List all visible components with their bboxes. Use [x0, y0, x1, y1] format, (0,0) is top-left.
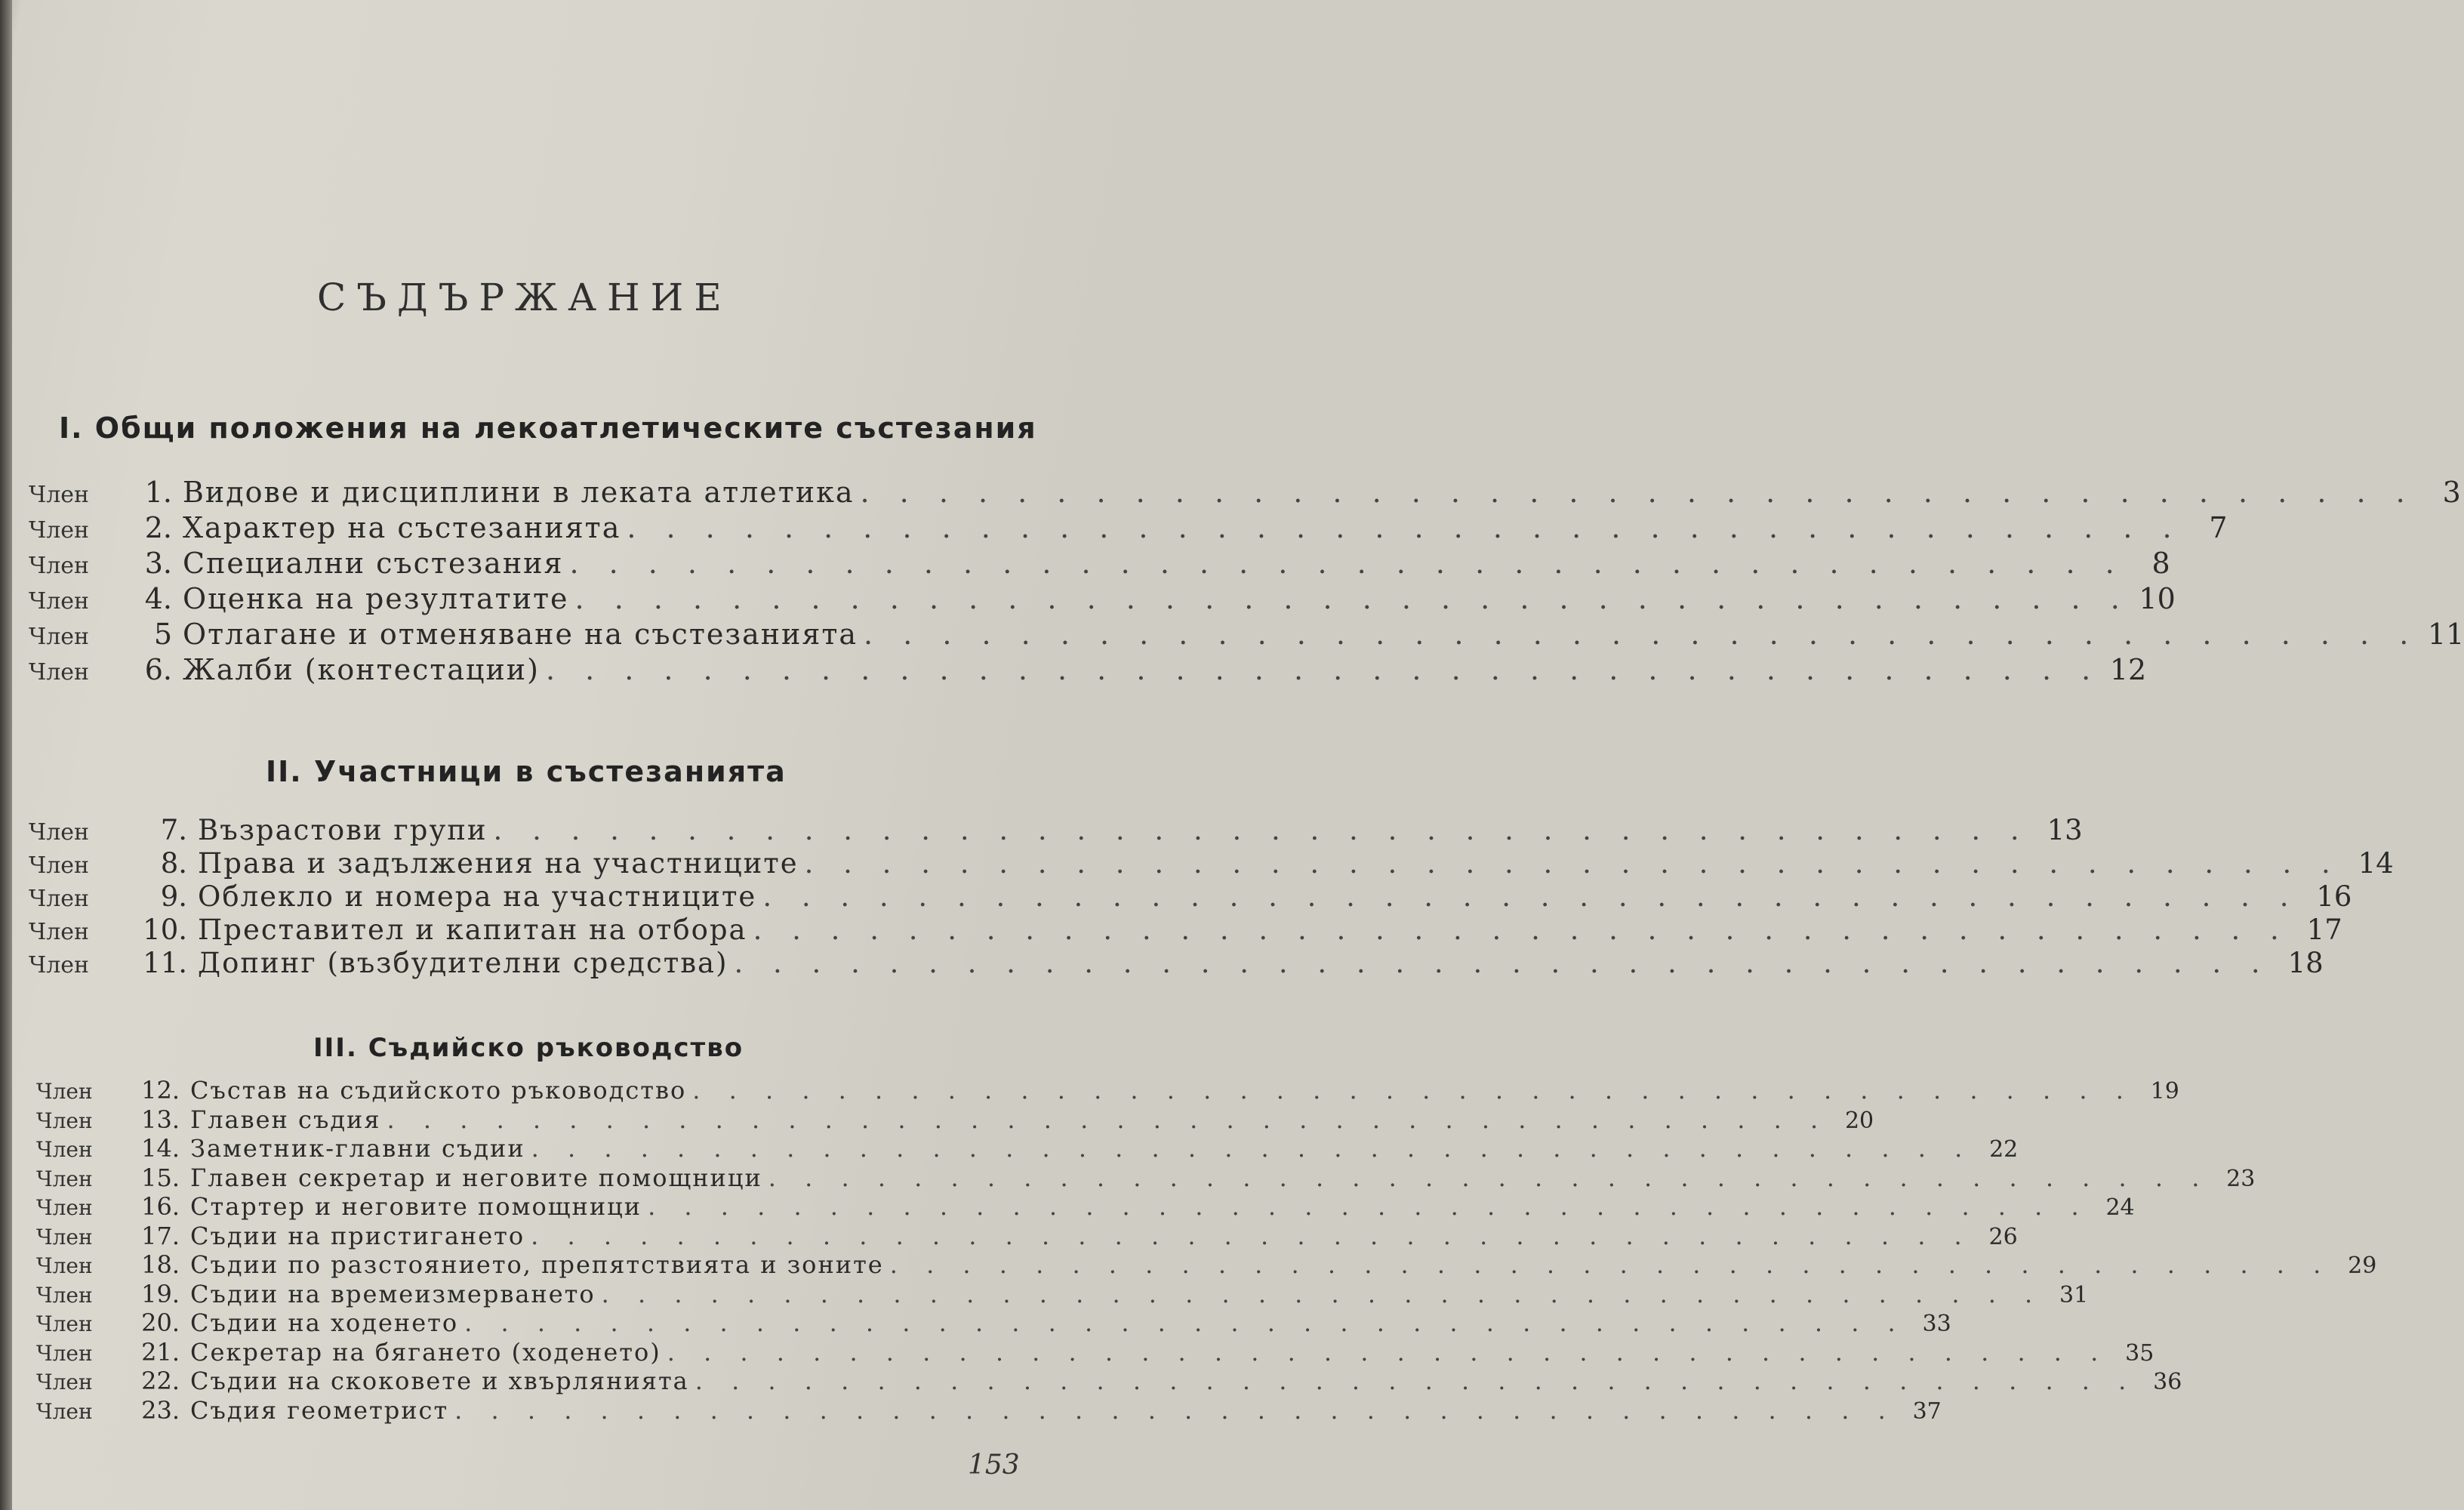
- toc-dot-leader: . . . . . . . . . . . . . . . . . . . . . . . . . . . . . . . . . . . . . . . .: [569, 547, 2125, 580]
- toc-dot-leader: . . . . . . . . . . . . . . . . . . . . . . . . . . . . . . . . . . . . . . . .: [692, 1076, 2134, 1105]
- toc-dot-leader: . . . . . . . . . . . . . . . . . . . . . . . . . . . . . . . . . . . . . . . .: [531, 1134, 1973, 1163]
- toc-dot-leader: . . . . . . . . . . . . . . . . . . . . . . . . . . . . . . . . . . . . . . . .: [648, 1192, 2090, 1221]
- toc-entry-page: 3: [2442, 476, 2461, 509]
- toc-entry-number: 11.: [143, 947, 187, 979]
- toc-entry-number: 4.: [144, 582, 172, 615]
- toc-dot-leader: . . . . . . . . . . . . . . . . . . . . . . . . . . . . . . . . . . . . . . . .: [454, 1395, 1896, 1425]
- toc-entry-page: 22: [1989, 1136, 2019, 1163]
- toc-entry-prefix: Член: [29, 919, 89, 945]
- toc-entry-page: 16: [2316, 880, 2352, 913]
- section-heading-2: II. Участници в състезанията: [266, 755, 787, 788]
- toc-entry-number: 7.: [160, 814, 187, 846]
- toc-entry-page: 12: [2109, 653, 2147, 686]
- toc-entry: [36, 1367, 2182, 1396]
- toc-entry-number: 3.: [144, 547, 172, 580]
- toc-entry-prefix: Член: [29, 952, 89, 978]
- toc-entry-prefix: Член: [36, 1079, 93, 1104]
- toc-entry-prefix: Член: [29, 886, 89, 912]
- toc-entry-prefix: Член: [29, 482, 89, 508]
- toc-entry-number: 17.: [141, 1221, 180, 1250]
- toc-entry-page: 10: [2139, 582, 2176, 615]
- book-spine: [0, 0, 12, 1510]
- toc-entry-number: 14.: [141, 1134, 180, 1163]
- toc-entry-title: Стартер и неговите помощници: [190, 1192, 642, 1221]
- toc-entry-number: 20.: [141, 1308, 180, 1337]
- toc-dot-leader: . . . . . . . . . . . . . . . . . . . . . . . . . . . . . . . . . . . . . . . .: [864, 618, 2419, 651]
- toc-entry: [29, 547, 2170, 582]
- toc-entry-number: 12.: [141, 1076, 180, 1105]
- toc-entry-title: Облекло и номера на участниците: [198, 880, 757, 913]
- toc-entry-number: 19.: [141, 1279, 180, 1308]
- toc-entry-number: 8.: [160, 847, 187, 880]
- toc-dot-leader: . . . . . . . . . . . . . . . . . . . . . . . . . . . . . . . . . . . . . . . .: [574, 582, 2130, 615]
- section-heading-3: III. Съдийско ръководство: [313, 1033, 744, 1063]
- toc-entry-page: 31: [2059, 1281, 2089, 1308]
- toc-entry-prefix: Член: [36, 1108, 93, 1133]
- toc-entry-number: 9.: [160, 880, 187, 913]
- toc-entry: [29, 880, 2352, 914]
- toc-entry-title: Съдии по разстоянието, препятствията и зоните: [190, 1250, 884, 1279]
- toc-entry-number: 23.: [141, 1395, 180, 1425]
- toc-entry-title: Състав на съдийското ръководство: [190, 1076, 687, 1105]
- toc-entry: [29, 476, 2461, 511]
- page-number: 153: [968, 1450, 1020, 1481]
- toc-entry-prefix: Член: [29, 852, 89, 879]
- toc-entry-prefix: Член: [36, 1195, 93, 1220]
- toc-entry-prefix: Член: [29, 659, 89, 686]
- toc-section-1: [29, 476, 2464, 689]
- toc-entry: [29, 653, 2147, 689]
- toc-dot-leader: . . . . . . . . . . . . . . . . . . . . . . . . . . . . . . . . . . . . . . . .: [753, 914, 2290, 946]
- toc-entry-page: 29: [2348, 1253, 2377, 1279]
- toc-entry-title: Допинг (възбудителни средства): [198, 947, 728, 979]
- toc-dot-leader: . . . . . . . . . . . . . . . . . . . . . . . . . . . . . . . . . . . . . . . .: [860, 476, 2416, 509]
- toc-entry-number: 2.: [144, 511, 172, 544]
- toc-entry: [29, 914, 2342, 947]
- toc-entry-title: Оценка на резултатите: [183, 582, 569, 615]
- toc-entry-title: Отлагане и отменяване на състезанията: [183, 618, 858, 651]
- toc-entry-page: 20: [1844, 1107, 1874, 1134]
- toc-entry-prefix: Член: [36, 1311, 93, 1336]
- toc-entry-page: 17: [2306, 914, 2342, 946]
- toc-entry: [29, 582, 2176, 618]
- toc-entry-page: 33: [1922, 1311, 1951, 1337]
- toc-entry-page: 35: [2125, 1339, 2154, 1367]
- section-heading-1: I. Общи положения на лекоатлетическите състезания: [59, 411, 1037, 445]
- toc-entry-prefix: Член: [36, 1282, 93, 1308]
- toc-entry: [36, 1134, 2019, 1163]
- toc-entry-number: 13.: [141, 1105, 180, 1134]
- toc-dot-leader: . . . . . . . . . . . . . . . . . . . . . . . . . . . . . . . . . . . . . . . .: [768, 1163, 2210, 1192]
- toc-entry-number: 6.: [144, 653, 172, 686]
- toc-entry-title: Съдии на времеизмерването: [190, 1279, 596, 1308]
- toc-dot-leader: . . . . . . . . . . . . . . . . . . . . . . . . . . . . . . . . . . . . . . . .: [695, 1367, 2137, 1395]
- toc-entry-page: 8: [2151, 547, 2170, 580]
- toc-entry: [29, 947, 2324, 980]
- toc-entry: [36, 1221, 2018, 1251]
- toc-entry-prefix: Член: [36, 1370, 93, 1394]
- toc-entry-prefix: Член: [36, 1166, 93, 1191]
- toc-dot-leader: . . . . . . . . . . . . . . . . . . . . . . . . . . . . . . . . . . . . . . . .: [531, 1221, 1973, 1250]
- toc-entry: [29, 618, 2464, 653]
- toc-entry-page: 11: [2427, 618, 2464, 651]
- toc-entry-prefix: Член: [36, 1340, 93, 1366]
- toc-entry-title: Съдии на пристигането: [190, 1221, 525, 1250]
- toc-entry-number: 1.: [144, 476, 172, 509]
- toc-dot-leader: . . . . . . . . . . . . . . . . . . . . . . . . . . . . . . . . . . . . . . . .: [627, 511, 2182, 544]
- toc-section-3: [36, 1076, 2377, 1425]
- toc-entry-title: Възрастови групи: [198, 814, 488, 846]
- toc-dot-leader: . . . . . . . . . . . . . . . . . . . . . . . . . . . . . . . . . . . . . . . .: [601, 1279, 2044, 1308]
- toc-entry-title: Специални състезания: [183, 547, 564, 580]
- toc-entry: [36, 1337, 2154, 1367]
- toc-entry-page: 7: [2209, 511, 2228, 544]
- page-title: СЪДЪРЖАНИЕ: [317, 276, 732, 319]
- toc-entry-prefix: Член: [36, 1137, 93, 1162]
- toc-dot-leader: . . . . . . . . . . . . . . . . . . . . . . . . . . . . . . . . . . . . . . . .: [762, 880, 2299, 913]
- toc-entry-page: 24: [2105, 1194, 2135, 1221]
- toc-entry-number: 22.: [141, 1367, 180, 1395]
- toc-entry: [36, 1250, 2377, 1280]
- toc-entry-title: Съдии на скоковете и хвърлянията: [190, 1367, 689, 1395]
- toc-entry-page: 14: [2358, 847, 2394, 880]
- toc-entry-title: Жалби (контестации): [183, 653, 540, 686]
- toc-entry-page: 23: [2226, 1165, 2256, 1192]
- toc-entry: [36, 1308, 1951, 1338]
- toc-entry: [36, 1105, 1874, 1135]
- toc-entry: [36, 1076, 2179, 1105]
- toc-entry-page: 26: [1988, 1223, 2018, 1250]
- toc-entry-prefix: Член: [36, 1398, 93, 1424]
- toc-entry-page: 36: [2153, 1369, 2182, 1395]
- toc-dot-leader: . . . . . . . . . . . . . . . . . . . . . . . . . . . . . . . . . . . . . . . .: [667, 1337, 2109, 1367]
- toc-entry-number: 21.: [141, 1337, 180, 1367]
- toc-entry-title: Видове и дисциплини в леката атлетика: [183, 476, 855, 509]
- toc-entry-prefix: Член: [36, 1224, 93, 1250]
- toc-entry-page: 18: [2287, 947, 2324, 979]
- toc-dot-leader: . . . . . . . . . . . . . . . . . . . . . . . . . . . . . . . . . . . . . . . .: [464, 1308, 1906, 1337]
- toc-entry-prefix: Член: [36, 1253, 93, 1278]
- toc-entry-number: 15.: [141, 1163, 180, 1192]
- toc-entry: [29, 814, 2083, 847]
- toc-dot-leader: . . . . . . . . . . . . . . . . . . . . . . . . . . . . . . . . . . . . . . . .: [493, 814, 2030, 846]
- toc-entry-title: Съдия геометрист: [190, 1395, 449, 1425]
- toc-entry: [36, 1163, 2256, 1193]
- toc-entry-number: 5: [153, 618, 172, 651]
- toc-entry-prefix: Член: [29, 517, 89, 544]
- toc-entry-page: 37: [1912, 1398, 1942, 1425]
- toc-entry-title: Секретар на бягането (ходенето): [190, 1337, 661, 1367]
- toc-dot-leader: . . . . . . . . . . . . . . . . . . . . . . . . . . . . . . . . . . . . . . . .: [387, 1105, 1829, 1134]
- toc-entry: [29, 847, 2394, 880]
- toc-entry-title: Главен секретар и неговите помощници: [190, 1163, 762, 1192]
- toc-dot-leader: . . . . . . . . . . . . . . . . . . . . . . . . . . . . . . . . . . . . . . . .: [545, 653, 2102, 686]
- toc-entry-prefix: Член: [29, 588, 89, 615]
- toc-entry-prefix: Член: [29, 553, 89, 579]
- toc-entry-title: Характер на състезанията: [183, 511, 621, 544]
- toc-entry: [36, 1279, 2089, 1309]
- toc-entry-prefix: Член: [29, 819, 89, 846]
- toc-entry-page: 13: [2047, 814, 2083, 846]
- toc-dot-leader: . . . . . . . . . . . . . . . . . . . . . . . . . . . . . . . . . . . . . . . .: [804, 847, 2341, 880]
- toc-dot-leader: . . . . . . . . . . . . . . . . . . . . . . . . . . . . . . . . . . . . . . . .: [889, 1250, 2332, 1279]
- toc-entry-title: Заметник-главни съдии: [190, 1134, 525, 1163]
- toc-entry-title: Главен съдия: [190, 1105, 381, 1134]
- toc-entry-title: Права и задължения на участниците: [198, 847, 799, 880]
- toc-entry-number: 18.: [141, 1250, 180, 1279]
- toc-entry: [36, 1395, 1942, 1425]
- toc-entry-prefix: Член: [29, 624, 89, 650]
- toc-entry-title: Преставител и капитан на отбора: [198, 914, 747, 946]
- toc-entry-number: 10.: [143, 914, 187, 946]
- toc-section-2: [29, 814, 2394, 980]
- toc-entry-page: 19: [2150, 1078, 2179, 1105]
- toc-entry-number: 16.: [141, 1192, 180, 1221]
- toc-entry: [36, 1192, 2135, 1222]
- toc-dot-leader: . . . . . . . . . . . . . . . . . . . . . . . . . . . . . . . . . . . . . . . .: [734, 947, 2271, 979]
- toc-entry-title: Съдии на ходенето: [190, 1308, 459, 1337]
- toc-entry: [29, 511, 2228, 547]
